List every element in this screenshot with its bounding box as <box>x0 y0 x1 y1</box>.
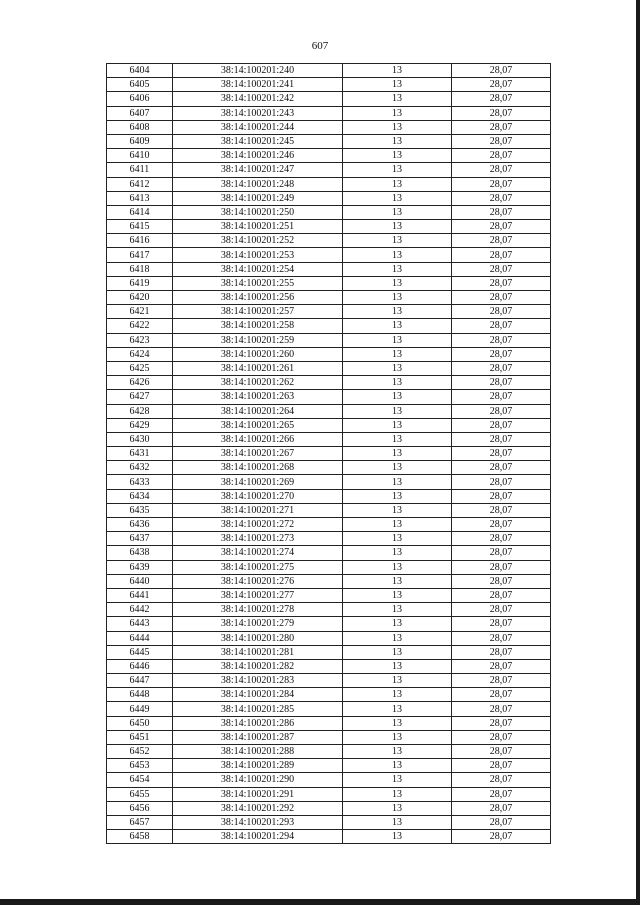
table-row <box>107 518 551 532</box>
table-row <box>107 319 551 333</box>
quantity-cell: 13 <box>343 489 452 503</box>
quantity-cell: 13 <box>343 347 452 361</box>
quantity-cell: 13 <box>343 134 452 148</box>
cadastral-number-cell: 38:14:100201:261 <box>173 361 343 375</box>
cadastral-number-cell: 38:14:100201:249 <box>173 191 343 205</box>
value-cell: 28,07 <box>452 617 551 631</box>
quantity-cell: 13 <box>343 532 452 546</box>
quantity-cell: 13 <box>343 319 452 333</box>
cadastral-number-cell: 38:14:100201:250 <box>173 205 343 219</box>
table-row <box>107 191 551 205</box>
cadastral-number-cell: 38:14:100201:272 <box>173 518 343 532</box>
table-body <box>107 64 551 844</box>
row-number-cell: 6419 <box>107 276 173 290</box>
table-row <box>107 787 551 801</box>
quantity-cell: 13 <box>343 503 452 517</box>
table-row <box>107 674 551 688</box>
value-cell: 28,07 <box>452 773 551 787</box>
table-row <box>107 489 551 503</box>
cadastral-number-cell: 38:14:100201:275 <box>173 560 343 574</box>
cadastral-number-cell: 38:14:100201:274 <box>173 546 343 560</box>
value-cell: 28,07 <box>452 177 551 191</box>
row-number-cell: 6436 <box>107 518 173 532</box>
row-number-cell: 6437 <box>107 532 173 546</box>
cadastral-number-cell: 38:14:100201:270 <box>173 489 343 503</box>
value-cell: 28,07 <box>452 333 551 347</box>
table-row <box>107 631 551 645</box>
quantity-cell: 13 <box>343 603 452 617</box>
cadastral-number-cell: 38:14:100201:240 <box>173 64 343 78</box>
cadastral-number-cell: 38:14:100201:283 <box>173 674 343 688</box>
cadastral-number-cell: 38:14:100201:281 <box>173 645 343 659</box>
table-row <box>107 64 551 78</box>
cadastral-number-cell: 38:14:100201:248 <box>173 177 343 191</box>
cadastral-number-cell: 38:14:100201:291 <box>173 787 343 801</box>
value-cell: 28,07 <box>452 745 551 759</box>
row-number-cell: 6424 <box>107 347 173 361</box>
row-number-cell: 6411 <box>107 163 173 177</box>
value-cell: 28,07 <box>452 220 551 234</box>
quantity-cell: 13 <box>343 588 452 602</box>
value-cell: 28,07 <box>452 305 551 319</box>
row-number-cell: 6417 <box>107 248 173 262</box>
quantity-cell: 13 <box>343 674 452 688</box>
row-number-cell: 6434 <box>107 489 173 503</box>
row-number-cell: 6447 <box>107 674 173 688</box>
value-cell: 28,07 <box>452 518 551 532</box>
value-cell: 28,07 <box>452 106 551 120</box>
table-row <box>107 92 551 106</box>
table-row <box>107 815 551 829</box>
row-number-cell: 6428 <box>107 404 173 418</box>
table-row <box>107 532 551 546</box>
row-number-cell: 6453 <box>107 759 173 773</box>
table-row <box>107 418 551 432</box>
value-cell: 28,07 <box>452 730 551 744</box>
row-number-cell: 6414 <box>107 205 173 219</box>
cadastral-number-cell: 38:14:100201:286 <box>173 716 343 730</box>
row-number-cell: 6408 <box>107 120 173 134</box>
row-number-cell: 6431 <box>107 447 173 461</box>
quantity-cell: 13 <box>343 830 452 844</box>
value-cell: 28,07 <box>452 603 551 617</box>
table-row <box>107 134 551 148</box>
cadastral-number-cell: 38:14:100201:247 <box>173 163 343 177</box>
cadastral-number-cell: 38:14:100201:255 <box>173 276 343 290</box>
table-row <box>107 163 551 177</box>
row-number-cell: 6449 <box>107 702 173 716</box>
quantity-cell: 13 <box>343 64 452 78</box>
quantity-cell: 13 <box>343 120 452 134</box>
quantity-cell: 13 <box>343 376 452 390</box>
row-number-cell: 6418 <box>107 262 173 276</box>
cadastral-number-cell: 38:14:100201:292 <box>173 801 343 815</box>
cadastral-number-cell: 38:14:100201:279 <box>173 617 343 631</box>
quantity-cell: 13 <box>343 773 452 787</box>
quantity-cell: 13 <box>343 759 452 773</box>
quantity-cell: 13 <box>343 546 452 560</box>
row-number-cell: 6446 <box>107 659 173 673</box>
table-row <box>107 546 551 560</box>
value-cell: 28,07 <box>452 376 551 390</box>
quantity-cell: 13 <box>343 518 452 532</box>
cadastral-number-cell: 38:14:100201:258 <box>173 319 343 333</box>
quantity-cell: 13 <box>343 220 452 234</box>
cadastral-number-cell: 38:14:100201:294 <box>173 830 343 844</box>
value-cell: 28,07 <box>452 574 551 588</box>
table-row <box>107 376 551 390</box>
quantity-cell: 13 <box>343 730 452 744</box>
table-row <box>107 404 551 418</box>
row-number-cell: 6454 <box>107 773 173 787</box>
cadastral-number-cell: 38:14:100201:285 <box>173 702 343 716</box>
table-row <box>107 333 551 347</box>
table-row <box>107 248 551 262</box>
quantity-cell: 13 <box>343 333 452 347</box>
value-cell: 28,07 <box>452 801 551 815</box>
row-number-cell: 6405 <box>107 78 173 92</box>
value-cell: 28,07 <box>452 815 551 829</box>
table-row <box>107 149 551 163</box>
table-row <box>107 447 551 461</box>
row-number-cell: 6423 <box>107 333 173 347</box>
table-row <box>107 574 551 588</box>
cadastral-number-cell: 38:14:100201:245 <box>173 134 343 148</box>
value-cell: 28,07 <box>452 291 551 305</box>
page-number: 607 <box>311 40 329 52</box>
quantity-cell: 13 <box>343 106 452 120</box>
value-cell: 28,07 <box>452 361 551 375</box>
row-number-cell: 6458 <box>107 830 173 844</box>
row-number-cell: 6407 <box>107 106 173 120</box>
row-number-cell: 6451 <box>107 730 173 744</box>
cadastral-number-cell: 38:14:100201:288 <box>173 745 343 759</box>
cadastral-number-cell: 38:14:100201:268 <box>173 461 343 475</box>
cadastral-number-cell: 38:14:100201:271 <box>173 503 343 517</box>
row-number-cell: 6450 <box>107 716 173 730</box>
row-number-cell: 6433 <box>107 475 173 489</box>
value-cell: 28,07 <box>452 149 551 163</box>
table-row <box>107 461 551 475</box>
cadastral-number-cell: 38:14:100201:257 <box>173 305 343 319</box>
cadastral-number-cell: 38:14:100201:243 <box>173 106 343 120</box>
row-number-cell: 6410 <box>107 149 173 163</box>
row-number-cell: 6457 <box>107 815 173 829</box>
value-cell: 28,07 <box>452 787 551 801</box>
row-number-cell: 6439 <box>107 560 173 574</box>
cadastral-number-cell: 38:14:100201:244 <box>173 120 343 134</box>
row-number-cell: 6443 <box>107 617 173 631</box>
row-number-cell: 6448 <box>107 688 173 702</box>
cadastral-number-cell: 38:14:100201:264 <box>173 404 343 418</box>
table-row <box>107 645 551 659</box>
value-cell: 28,07 <box>452 319 551 333</box>
cadastral-number-cell: 38:14:100201:280 <box>173 631 343 645</box>
value-cell: 28,07 <box>452 702 551 716</box>
value-cell: 28,07 <box>452 276 551 290</box>
table-row <box>107 603 551 617</box>
quantity-cell: 13 <box>343 659 452 673</box>
row-number-cell: 6441 <box>107 588 173 602</box>
row-number-cell: 6416 <box>107 234 173 248</box>
value-cell: 28,07 <box>452 262 551 276</box>
quantity-cell: 13 <box>343 801 452 815</box>
quantity-cell: 13 <box>343 432 452 446</box>
value-cell: 28,07 <box>452 546 551 560</box>
cadastral-number-cell: 38:14:100201:265 <box>173 418 343 432</box>
table-row <box>107 78 551 92</box>
cadastral-number-cell: 38:14:100201:289 <box>173 759 343 773</box>
row-number-cell: 6445 <box>107 645 173 659</box>
table-row <box>107 588 551 602</box>
value-cell: 28,07 <box>452 191 551 205</box>
row-number-cell: 6427 <box>107 390 173 404</box>
value-cell: 28,07 <box>452 64 551 78</box>
table-row <box>107 262 551 276</box>
value-cell: 28,07 <box>452 830 551 844</box>
cadastral-number-cell: 38:14:100201:260 <box>173 347 343 361</box>
quantity-cell: 13 <box>343 418 452 432</box>
quantity-cell: 13 <box>343 560 452 574</box>
cadastral-number-cell: 38:14:100201:256 <box>173 291 343 305</box>
cadastral-number-cell: 38:14:100201:287 <box>173 730 343 744</box>
row-number-cell: 6412 <box>107 177 173 191</box>
row-number-cell: 6440 <box>107 574 173 588</box>
table-row <box>107 475 551 489</box>
quantity-cell: 13 <box>343 688 452 702</box>
table-row <box>107 305 551 319</box>
table-row <box>107 688 551 702</box>
table-row <box>107 347 551 361</box>
quantity-cell: 13 <box>343 745 452 759</box>
value-cell: 28,07 <box>452 631 551 645</box>
table-row <box>107 220 551 234</box>
cadastral-number-cell: 38:14:100201:266 <box>173 432 343 446</box>
cadastral-number-cell: 38:14:100201:263 <box>173 390 343 404</box>
row-number-cell: 6456 <box>107 801 173 815</box>
cadastral-number-cell: 38:14:100201:254 <box>173 262 343 276</box>
quantity-cell: 13 <box>343 291 452 305</box>
quantity-cell: 13 <box>343 631 452 645</box>
cadastral-number-cell: 38:14:100201:269 <box>173 475 343 489</box>
value-cell: 28,07 <box>452 234 551 248</box>
value-cell: 28,07 <box>452 489 551 503</box>
table-row <box>107 120 551 134</box>
cadastral-number-cell: 38:14:100201:241 <box>173 78 343 92</box>
quantity-cell: 13 <box>343 404 452 418</box>
table-row <box>107 617 551 631</box>
value-cell: 28,07 <box>452 503 551 517</box>
row-number-cell: 6413 <box>107 191 173 205</box>
quantity-cell: 13 <box>343 276 452 290</box>
quantity-cell: 13 <box>343 461 452 475</box>
cadastral-number-cell: 38:14:100201:251 <box>173 220 343 234</box>
table-row <box>107 702 551 716</box>
row-number-cell: 6452 <box>107 745 173 759</box>
quantity-cell: 13 <box>343 617 452 631</box>
table-row <box>107 801 551 815</box>
quantity-cell: 13 <box>343 716 452 730</box>
quantity-cell: 13 <box>343 205 452 219</box>
quantity-cell: 13 <box>343 78 452 92</box>
scan-edge-right <box>636 0 640 905</box>
table-row <box>107 432 551 446</box>
quantity-cell: 13 <box>343 262 452 276</box>
quantity-cell: 13 <box>343 574 452 588</box>
quantity-cell: 13 <box>343 475 452 489</box>
table-row <box>107 361 551 375</box>
table-row <box>107 234 551 248</box>
table-row <box>107 205 551 219</box>
cadastral-number-cell: 38:14:100201:259 <box>173 333 343 347</box>
row-number-cell: 6406 <box>107 92 173 106</box>
table-row <box>107 560 551 574</box>
cadastral-number-cell: 38:14:100201:267 <box>173 447 343 461</box>
cadastral-number-cell: 38:14:100201:293 <box>173 815 343 829</box>
cadastral-number-cell: 38:14:100201:273 <box>173 532 343 546</box>
value-cell: 28,07 <box>452 560 551 574</box>
value-cell: 28,07 <box>452 674 551 688</box>
row-number-cell: 6442 <box>107 603 173 617</box>
row-number-cell: 6430 <box>107 432 173 446</box>
quantity-cell: 13 <box>343 177 452 191</box>
value-cell: 28,07 <box>452 532 551 546</box>
table-row <box>107 773 551 787</box>
row-number-cell: 6422 <box>107 319 173 333</box>
row-number-cell: 6404 <box>107 64 173 78</box>
row-number-cell: 6429 <box>107 418 173 432</box>
value-cell: 28,07 <box>452 688 551 702</box>
value-cell: 28,07 <box>452 347 551 361</box>
row-number-cell: 6415 <box>107 220 173 234</box>
value-cell: 28,07 <box>452 134 551 148</box>
cadastral-number-cell: 38:14:100201:277 <box>173 588 343 602</box>
value-cell: 28,07 <box>452 432 551 446</box>
value-cell: 28,07 <box>452 475 551 489</box>
value-cell: 28,07 <box>452 163 551 177</box>
row-number-cell: 6421 <box>107 305 173 319</box>
cadastral-number-cell: 38:14:100201:246 <box>173 149 343 163</box>
table-row <box>107 177 551 191</box>
cadastral-number-cell: 38:14:100201:284 <box>173 688 343 702</box>
row-number-cell: 6435 <box>107 503 173 517</box>
row-number-cell: 6426 <box>107 376 173 390</box>
cadastral-number-cell: 38:14:100201:278 <box>173 603 343 617</box>
quantity-cell: 13 <box>343 149 452 163</box>
quantity-cell: 13 <box>343 702 452 716</box>
value-cell: 28,07 <box>452 418 551 432</box>
value-cell: 28,07 <box>452 461 551 475</box>
cadastral-number-cell: 38:14:100201:282 <box>173 659 343 673</box>
value-cell: 28,07 <box>452 588 551 602</box>
value-cell: 28,07 <box>452 120 551 134</box>
table-row <box>107 659 551 673</box>
cadastral-number-cell: 38:14:100201:252 <box>173 234 343 248</box>
row-number-cell: 6425 <box>107 361 173 375</box>
value-cell: 28,07 <box>452 659 551 673</box>
table-row <box>107 716 551 730</box>
table-row <box>107 730 551 744</box>
value-cell: 28,07 <box>452 404 551 418</box>
table-row <box>107 759 551 773</box>
cadastral-number-cell: 38:14:100201:262 <box>173 376 343 390</box>
value-cell: 28,07 <box>452 248 551 262</box>
quantity-cell: 13 <box>343 92 452 106</box>
row-number-cell: 6432 <box>107 461 173 475</box>
quantity-cell: 13 <box>343 815 452 829</box>
quantity-cell: 13 <box>343 305 452 319</box>
value-cell: 28,07 <box>452 205 551 219</box>
row-number-cell: 6409 <box>107 134 173 148</box>
quantity-cell: 13 <box>343 645 452 659</box>
value-cell: 28,07 <box>452 759 551 773</box>
quantity-cell: 13 <box>343 447 452 461</box>
table-row <box>107 390 551 404</box>
cadastral-number-cell: 38:14:100201:290 <box>173 773 343 787</box>
scan-edge-bottom <box>0 899 640 905</box>
table-row <box>107 503 551 517</box>
quantity-cell: 13 <box>343 390 452 404</box>
table-row <box>107 106 551 120</box>
table-row <box>107 830 551 844</box>
quantity-cell: 13 <box>343 234 452 248</box>
cadastral-number-cell: 38:14:100201:276 <box>173 574 343 588</box>
quantity-cell: 13 <box>343 248 452 262</box>
row-number-cell: 6420 <box>107 291 173 305</box>
value-cell: 28,07 <box>452 716 551 730</box>
table-row <box>107 276 551 290</box>
registry-table <box>106 63 551 844</box>
value-cell: 28,07 <box>452 390 551 404</box>
quantity-cell: 13 <box>343 191 452 205</box>
cadastral-number-cell: 38:14:100201:253 <box>173 248 343 262</box>
value-cell: 28,07 <box>452 92 551 106</box>
quantity-cell: 13 <box>343 787 452 801</box>
row-number-cell: 6438 <box>107 546 173 560</box>
table-row <box>107 745 551 759</box>
table-row <box>107 291 551 305</box>
value-cell: 28,07 <box>452 447 551 461</box>
cadastral-number-cell: 38:14:100201:242 <box>173 92 343 106</box>
row-number-cell: 6444 <box>107 631 173 645</box>
row-number-cell: 6455 <box>107 787 173 801</box>
value-cell: 28,07 <box>452 78 551 92</box>
quantity-cell: 13 <box>343 361 452 375</box>
quantity-cell: 13 <box>343 163 452 177</box>
value-cell: 28,07 <box>452 645 551 659</box>
